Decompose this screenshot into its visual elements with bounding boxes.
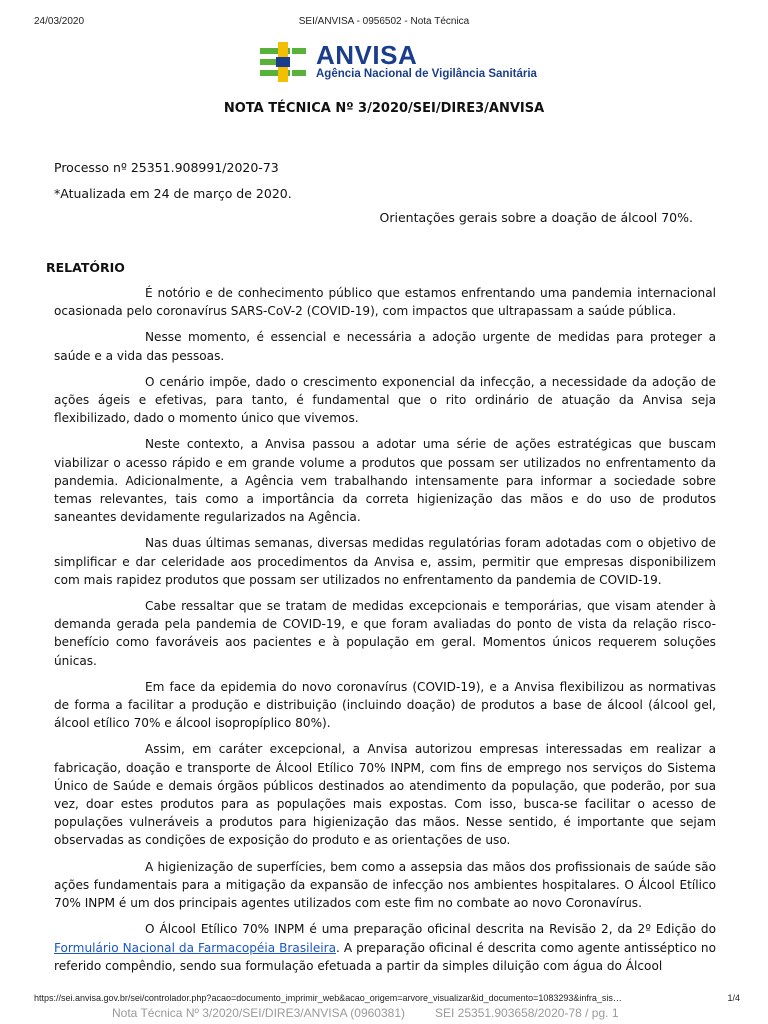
stamp-document-id: Nota Técnica Nº 3/2020/SEI/DIRE3/ANVISA (0960381) [112, 1006, 405, 1020]
updated-date: *Atualizada em 24 de março de 2020. [54, 186, 292, 201]
logo-name: ANVISA [316, 40, 418, 70]
formulario-nacional-link[interactable]: Formulário Nacional da Farmacopéia Brasileira [54, 940, 337, 955]
paragraph: O cenário impõe, dado o crescimento exponencial da infecção, a necessidade da adoção de ações ágeis e efetivas, para tanto, é fundamental que o rito ordinário de atuação da Anvisa seja flexibilizado, dado o momento único que vivemos. [54, 374, 716, 426]
paragraph-text-before-link: O Álcool Etílico 70% INPM é uma preparação oficinal descrita na Revisão 2, da 2º Edição do [145, 922, 716, 937]
stamp-process-page: SEI 25351.903658/2020-78 / pg. 1 [435, 1006, 619, 1020]
paragraph: É notório e de conhecimento público que estamos enfrentando uma pandemia internacional ocasionada pelo coronavírus SARS-CoV-2 (COVID-19), com impactos que ultrapassam a saúde pública. [54, 286, 716, 319]
document-title: NOTA TÉCNICA Nº 3/2020/SEI/DIRE3/ANVISA [223, 101, 545, 116]
paragraph: Nas duas últimas semanas, diversas medidas regulatórias foram adotadas com o objetivo de simplificar e dar celeridade aos procedimentos da Anvisa e, assim, permitir que empresas disponibilizem com mais rapidez produtos que possam ser utilizados no enfrentamento da pandemia de COVID-19. [54, 536, 716, 587]
section-heading: RELATÓRIO [46, 260, 125, 275]
print-header [0, 16, 768, 30]
logo-subtitle: Agência Nacional de Vigilância Sanitária [316, 68, 537, 80]
print-footer [0, 993, 768, 1007]
anvisa-emblem-icon [258, 40, 308, 84]
sei-stamp [112, 1006, 672, 1020]
document-body [54, 284, 716, 983]
process-number: Processo nº 25351.908991/2020-73 [54, 160, 279, 175]
paragraph: Assim, em caráter excepcional, a Anvisa autorizou empresas interessadas em realizar a fabricação, doação e transporte de Álcool Etílico 70% INPM, com fins de emprego nos serviços do Sistema Único de Saúde e demais órgãos públicos destinados ao atendimento da população, que poderão, por sua vez, doar estes produtos para as populações mais expostas. Com isso, busca-se facilitar o acesso de populações vulneráveis a produtos para higienização das mãos. Nesse sentido, é importante que sejam observadas as condições de exposição do produto e as orientações de uso. [54, 742, 716, 848]
paragraph: A higienização de superfícies, bem como a assepsia das mãos dos profissionais de saúde são ações fundamentais para a mitigação da expansão de infecção nos ambientes hospitalares. O Álcool Etílico 70% INPM é um dos principais agentes utilizados com este fim no combate ao novo Coronavírus. [54, 859, 716, 911]
print-url: https://sei.anvisa.gov.br/sei/controlador.php?acao=documento_imprimir_web&acao_origem=arvore_visualizar&id_documento=1083293&infra_sis… [34, 993, 622, 1003]
paragraph-text-after-link: . A preparação oficinal é descrita como agente antisséptico no referido compêndio, sendo sua formulação efetuada a partir da simples diluição com água do Álcool [54, 940, 716, 973]
paragraph: Neste contexto, a Anvisa passou a adotar uma série de ações estratégicas que buscam viabilizar o acesso rápido e em grande volume a produtos que possam ser utilizados no enfrentamento da pandemia. Adicionalmente, a Agência vem trabalhando intensamente para informar a sociedade sobre temas relevantes, tais como a importância da correta higienização das mãos e do uso de produtos saneantes devidamente regularizados na Agência. [54, 437, 716, 525]
print-date: 24/03/2020 [34, 16, 85, 27]
paragraph-with-link [54, 920, 716, 975]
print-title: SEI/ANVISA - 0956502 - Nota Técnica [298, 16, 470, 27]
paragraph: Em face da epidemia do novo coronavírus (COVID-19), e a Anvisa flexibilizou as normativas de forma a facilitar a produção e distribuição (incluindo doação) de produtos a base de álcool (álcool gel, álcool etílico 70% e álcool isopropíplico 80%). [54, 679, 716, 731]
paragraph: Cabe ressaltar que se tratam de medidas excepcionais e temporárias, que visam atender à demanda gerada pela pandemia de COVID-19, e que foram avaliadas do ponto de vista da relação risco-benefício como favoráveis aos pacientes e à população em geral. Momentos únicos requerem soluções únicas. [54, 599, 716, 668]
document-subject: Orientações gerais sobre a doação de álcool 70%. [379, 210, 693, 225]
paragraph: Nesse momento, é essencial e necessária a adoção urgente de medidas para proteger a saúde e a vida das pessoas. [54, 330, 716, 363]
anvisa-logo [258, 40, 548, 84]
print-page-number: 1/4 [727, 993, 740, 1003]
